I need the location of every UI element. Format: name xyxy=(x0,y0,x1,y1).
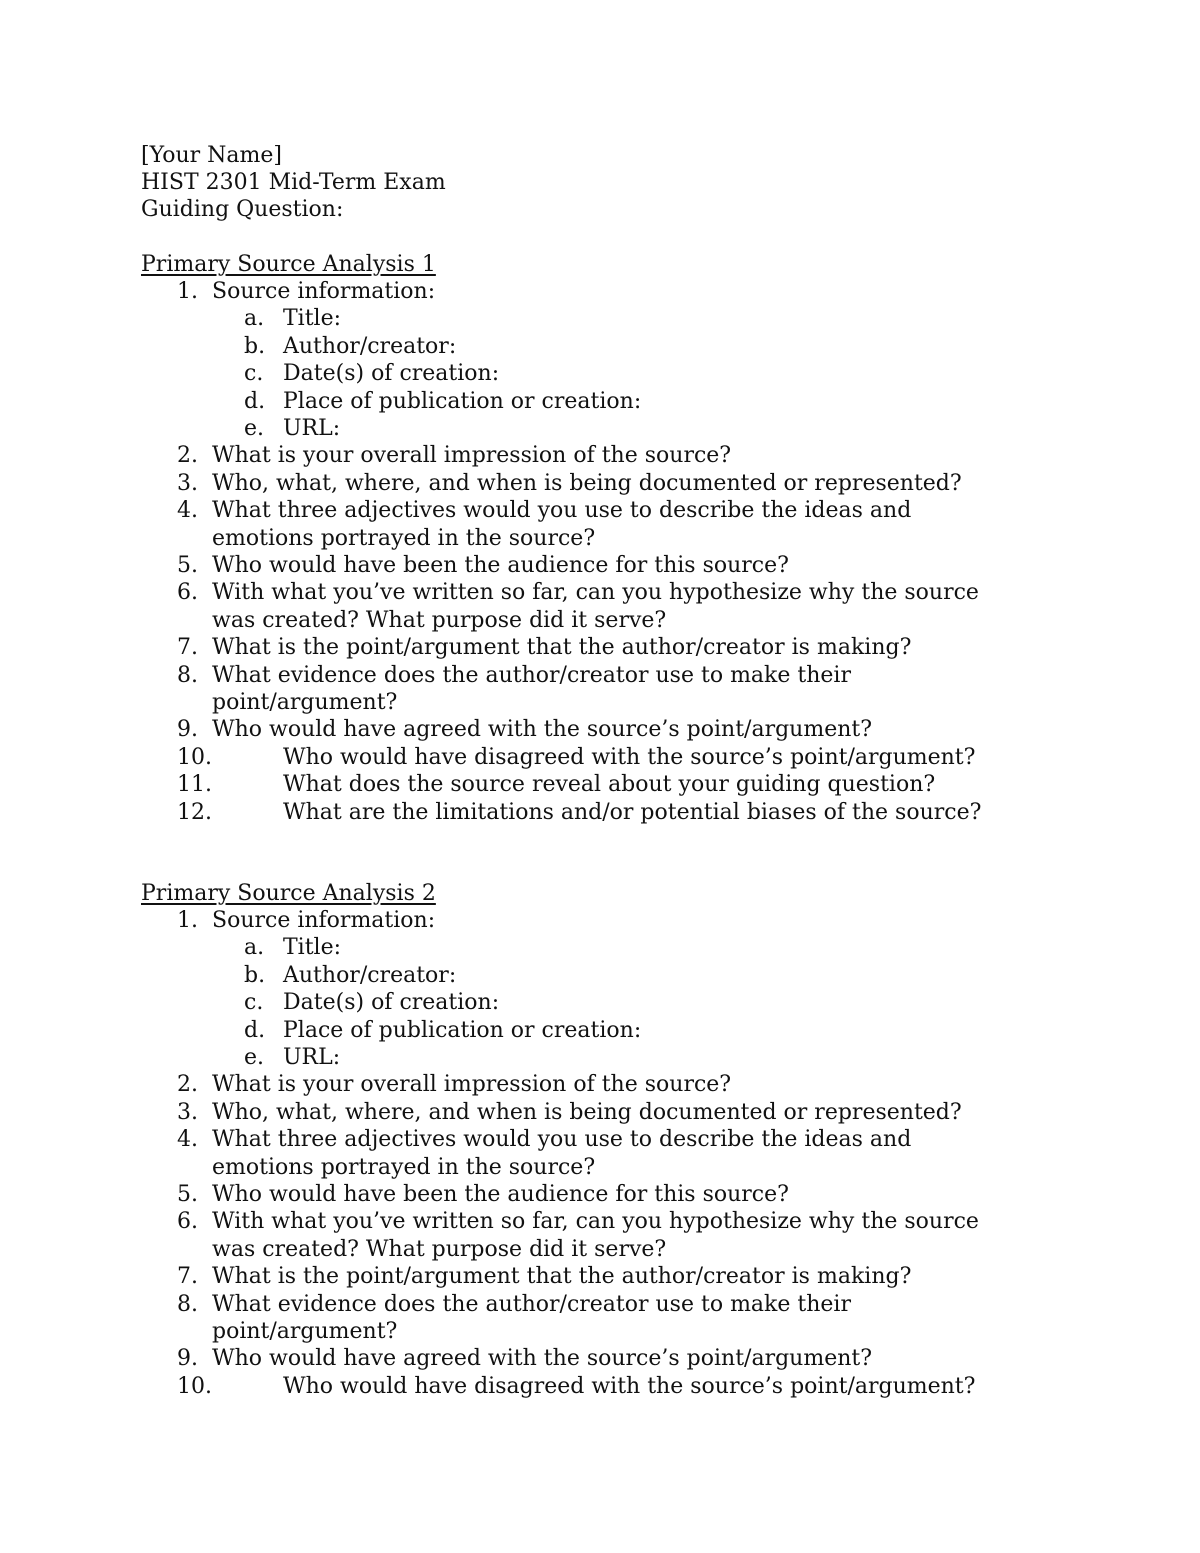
list-text: Author/creator: xyxy=(283,334,457,359)
list-text: was created? What purpose did it serve? xyxy=(212,608,667,633)
list-text: emotions portrayed in the source? xyxy=(212,1155,596,1180)
course-title: HIST 2301 Mid-Term Exam xyxy=(141,170,446,195)
list-number: 7. xyxy=(177,635,198,660)
list-number: b. xyxy=(244,963,266,988)
list-number: a. xyxy=(244,306,265,331)
list-number: 6. xyxy=(177,580,198,605)
list-text: Who would have agreed with the source’s point/argument? xyxy=(212,717,873,742)
list-text: What three adjectives would you use to describe the ideas and xyxy=(212,498,912,523)
list-number: e. xyxy=(244,1045,265,1070)
list-text: What three adjectives would you use to describe the ideas and xyxy=(212,1127,912,1152)
list-text: Source information: xyxy=(212,908,436,933)
list-number: 2. xyxy=(177,1072,198,1097)
list-number: 3. xyxy=(177,1100,198,1125)
list-text: Who would have been the audience for this source? xyxy=(212,1182,789,1207)
list-text: Who would have been the audience for this source? xyxy=(212,553,789,578)
list-number: e. xyxy=(244,416,265,441)
list-number: 1. xyxy=(177,279,198,304)
list-text: Who would have agreed with the source’s point/argument? xyxy=(212,1346,873,1371)
list-number: 7. xyxy=(177,1264,198,1289)
list-text: Who, what, where, and when is being documented or represented? xyxy=(212,1100,962,1125)
list-text: point/argument? xyxy=(212,1319,398,1344)
list-text: Author/creator: xyxy=(283,963,457,988)
list-text: What is your overall impression of the source? xyxy=(212,443,732,468)
list-text: Source information: xyxy=(212,279,436,304)
student-name: [Your Name] xyxy=(141,143,282,168)
list-number: b. xyxy=(244,334,266,359)
list-number: 5. xyxy=(177,553,198,578)
list-text: emotions portrayed in the source? xyxy=(212,526,596,551)
list-text: Who would have disagreed with the source’s point/argument? xyxy=(283,1374,976,1399)
list-number: c. xyxy=(244,361,264,386)
list-number: c. xyxy=(244,990,264,1015)
list-number: 4. xyxy=(177,1127,198,1152)
list-number: 9. xyxy=(177,1346,198,1371)
list-number: 8. xyxy=(177,663,198,688)
list-text: With what you’ve written so far, can you hypothesize why the source xyxy=(212,580,979,605)
list-text: What is the point/argument that the author/creator is making? xyxy=(212,1264,912,1289)
list-text: What does the source reveal about your guiding question? xyxy=(283,772,936,797)
list-number: 3. xyxy=(177,471,198,496)
list-number: 10. xyxy=(177,1374,212,1399)
section-title: Primary Source Analysis 2 xyxy=(141,881,436,906)
list-number: 5. xyxy=(177,1182,198,1207)
list-text: URL: xyxy=(283,416,341,441)
list-number: 10. xyxy=(177,745,212,770)
list-text: Who would have disagreed with the source’s point/argument? xyxy=(283,745,976,770)
list-text: point/argument? xyxy=(212,690,398,715)
list-text: What is your overall impression of the source? xyxy=(212,1072,732,1097)
list-number: d. xyxy=(244,389,266,414)
list-text: What evidence does the author/creator use to make their xyxy=(212,1292,851,1317)
list-text: Date(s) of creation: xyxy=(283,990,500,1015)
list-text: What are the limitations and/or potential biases of the source? xyxy=(283,800,982,825)
list-number: 9. xyxy=(177,717,198,742)
list-number: 11. xyxy=(177,772,212,797)
list-text: Place of publication or creation: xyxy=(283,389,642,414)
list-number: 8. xyxy=(177,1292,198,1317)
list-text: Title: xyxy=(283,935,342,960)
list-text: What evidence does the author/creator use to make their xyxy=(212,663,851,688)
list-text: With what you’ve written so far, can you hypothesize why the source xyxy=(212,1209,979,1234)
list-number: 6. xyxy=(177,1209,198,1234)
guiding-question-label: Guiding Question: xyxy=(141,197,344,222)
list-text: Place of publication or creation: xyxy=(283,1018,642,1043)
list-text: was created? What purpose did it serve? xyxy=(212,1237,667,1262)
list-number: d. xyxy=(244,1018,266,1043)
list-number: 4. xyxy=(177,498,198,523)
list-text: Date(s) of creation: xyxy=(283,361,500,386)
section-title: Primary Source Analysis 1 xyxy=(141,252,436,277)
list-number: 2. xyxy=(177,443,198,468)
list-text: What is the point/argument that the author/creator is making? xyxy=(212,635,912,660)
list-text: Title: xyxy=(283,306,342,331)
list-text: Who, what, where, and when is being documented or represented? xyxy=(212,471,962,496)
list-number: 12. xyxy=(177,800,212,825)
list-number: a. xyxy=(244,935,265,960)
list-number: 1. xyxy=(177,908,198,933)
list-text: URL: xyxy=(283,1045,341,1070)
